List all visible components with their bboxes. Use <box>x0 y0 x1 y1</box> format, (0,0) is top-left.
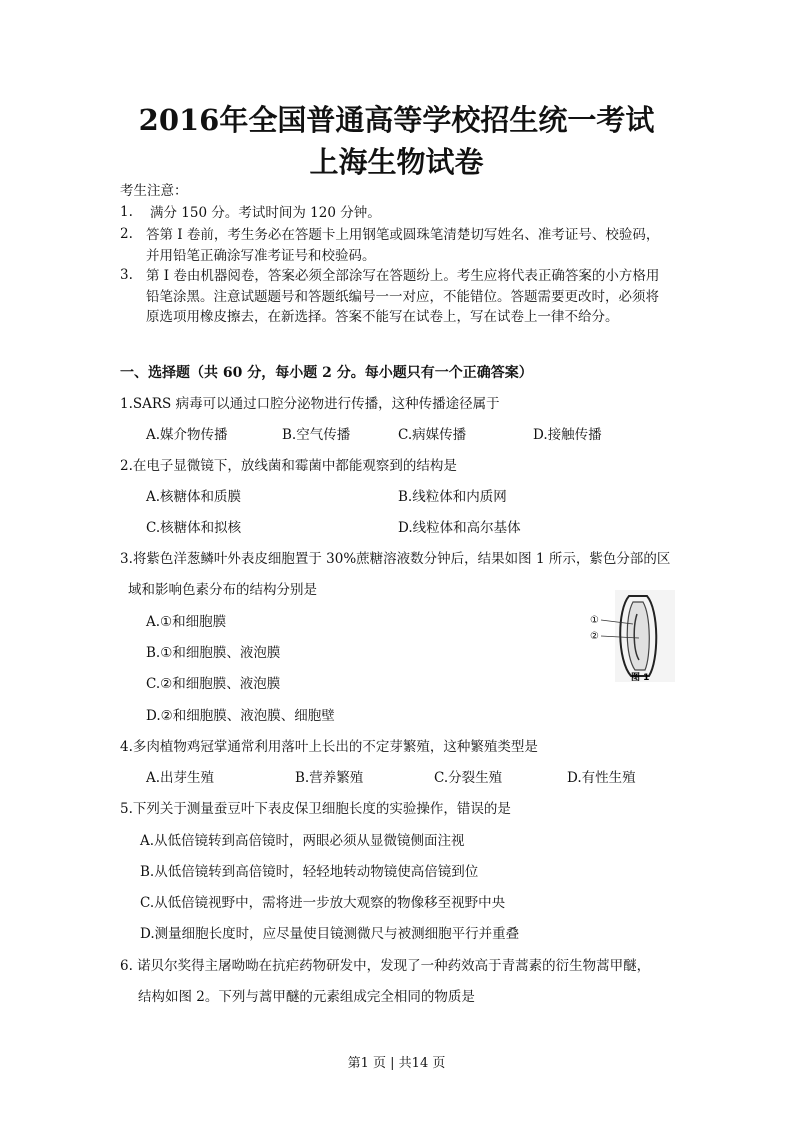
question-1-stem: 1.SARS 病毒可以通过口腔分泌物进行传播，这种传播途径属于 <box>120 396 500 412</box>
q4-option-d: D.有性生殖 <box>567 770 636 786</box>
q5-option-d: D.测量细胞长度时，应尽量使目镜测微尺与被测细胞平行并重叠 <box>140 926 520 942</box>
q4-option-c: C.分裂生殖 <box>434 770 503 786</box>
question-6-stem: 6. 诺贝尔奖得主屠呦呦在抗疟药物研发中，发现了一种药效高于青蒿素的衍生物蒿甲醚， <box>120 958 651 974</box>
q3-option-a: A.①和细胞膜 <box>146 614 227 630</box>
question-2-stem: 2.在电子显微镜下，放线菌和霉菌中都能观察到的结构是 <box>120 458 457 474</box>
notice-item-text: 原选项用橡皮擦去，在新选择。答案不能写在试卷上，写在试卷上一律不给分。 <box>146 309 619 325</box>
notice-item-text: 铅笔涂黑。注意试题题号和答题纸编号一一对应，不能错位。答题需要更改时，必须将 <box>146 289 659 305</box>
q1-option-d: D.接触传播 <box>533 427 602 443</box>
figure-1-cell-diagram <box>587 590 675 682</box>
q4-option-b: B.营养繁殖 <box>295 770 364 786</box>
q5-option-b: B.从低倍镜转到高倍镜时，轻轻地转动物镜使高倍镜到位 <box>140 864 479 880</box>
page-footer: 第1 页 | 共14 页 <box>347 1056 446 1071</box>
question-4-stem: 4.多肉植物鸡冠掌通常利用落叶上长出的不定芽繁殖，这种繁殖类型是 <box>120 739 538 755</box>
q1-option-a: A.媒介物传播 <box>146 427 228 443</box>
notice-item-num: 2. <box>120 226 133 242</box>
notice-item-text: 满分 150 分。考试时间为 120 分钟。 <box>150 205 381 221</box>
q3-option-d: D.②和细胞膜、液泡膜、细胞壁 <box>146 708 335 724</box>
question-3-stem-cont: 域和影响色素分布的结构分别是 <box>128 582 317 598</box>
q2-option-c: C.核糖体和拟核 <box>146 520 242 536</box>
question-6-stem-cont: 结构如图 2。下列与蒿甲醚的元素组成完全相同的物质是 <box>138 989 475 1005</box>
q5-option-c: C.从低倍镜视野中，需将进一步放大观察的物像移至视野中央 <box>140 895 506 911</box>
q3-option-b: B.①和细胞膜、液泡膜 <box>146 645 281 661</box>
q3-option-c: C.②和细胞膜、液泡膜 <box>146 676 281 692</box>
question-5-stem: 5.下列关于测量蚕豆叶下表皮保卫细胞长度的实验操作，错误的是 <box>120 801 511 817</box>
section-heading: 一、选择题（共 60 分，每小题 2 分。每小题只有一个正确答案） <box>120 365 533 381</box>
notice-item-text: 第 I 卷由机器阅卷，答案必须全部涂写在答题纷上。考生应将代表正确答案的小方格用 <box>146 268 660 284</box>
question-3-stem: 3.将紫色洋葱鳞叶外表皮细胞置于 30%蔗糖溶液数分钟后，结果如图 1 所示，紫色分部的区 <box>120 551 671 567</box>
notice-heading: 考生注意： <box>120 183 188 199</box>
q5-option-a: A.从低倍镜转到高倍镜时，两眼必须从显微镜侧面注视 <box>140 833 465 849</box>
exam-subtitle: 上海生物试卷 <box>309 145 484 179</box>
notice-item-text: 并用铅笔正确涂写准考证号和校验码。 <box>146 248 376 264</box>
q4-option-a: A.出芽生殖 <box>146 770 215 786</box>
q2-option-d: D.线粒体和高尔基体 <box>398 520 521 536</box>
notice-item-num: 3. <box>120 267 133 283</box>
exam-title: 2016年全国普通高等学校招生统一考试 <box>138 103 655 137</box>
q1-option-c: C.病媒传播 <box>398 427 467 443</box>
notice-item-text: 答第 I 卷前，考生务必在答题卡上用钢笔或圆珠笔清楚切写姓名、准考证号、校验码， <box>146 227 660 243</box>
figure-label-1: ① <box>590 615 599 626</box>
figure-caption: 图 1 <box>631 673 650 682</box>
q1-option-b: B.空气传播 <box>282 427 351 443</box>
notice-item-num: 1. <box>120 204 133 220</box>
figure-label-2: ② <box>590 631 599 642</box>
q2-option-a: A.核糖体和质膜 <box>146 489 242 505</box>
q2-option-b: B.线粒体和内质网 <box>398 489 507 505</box>
